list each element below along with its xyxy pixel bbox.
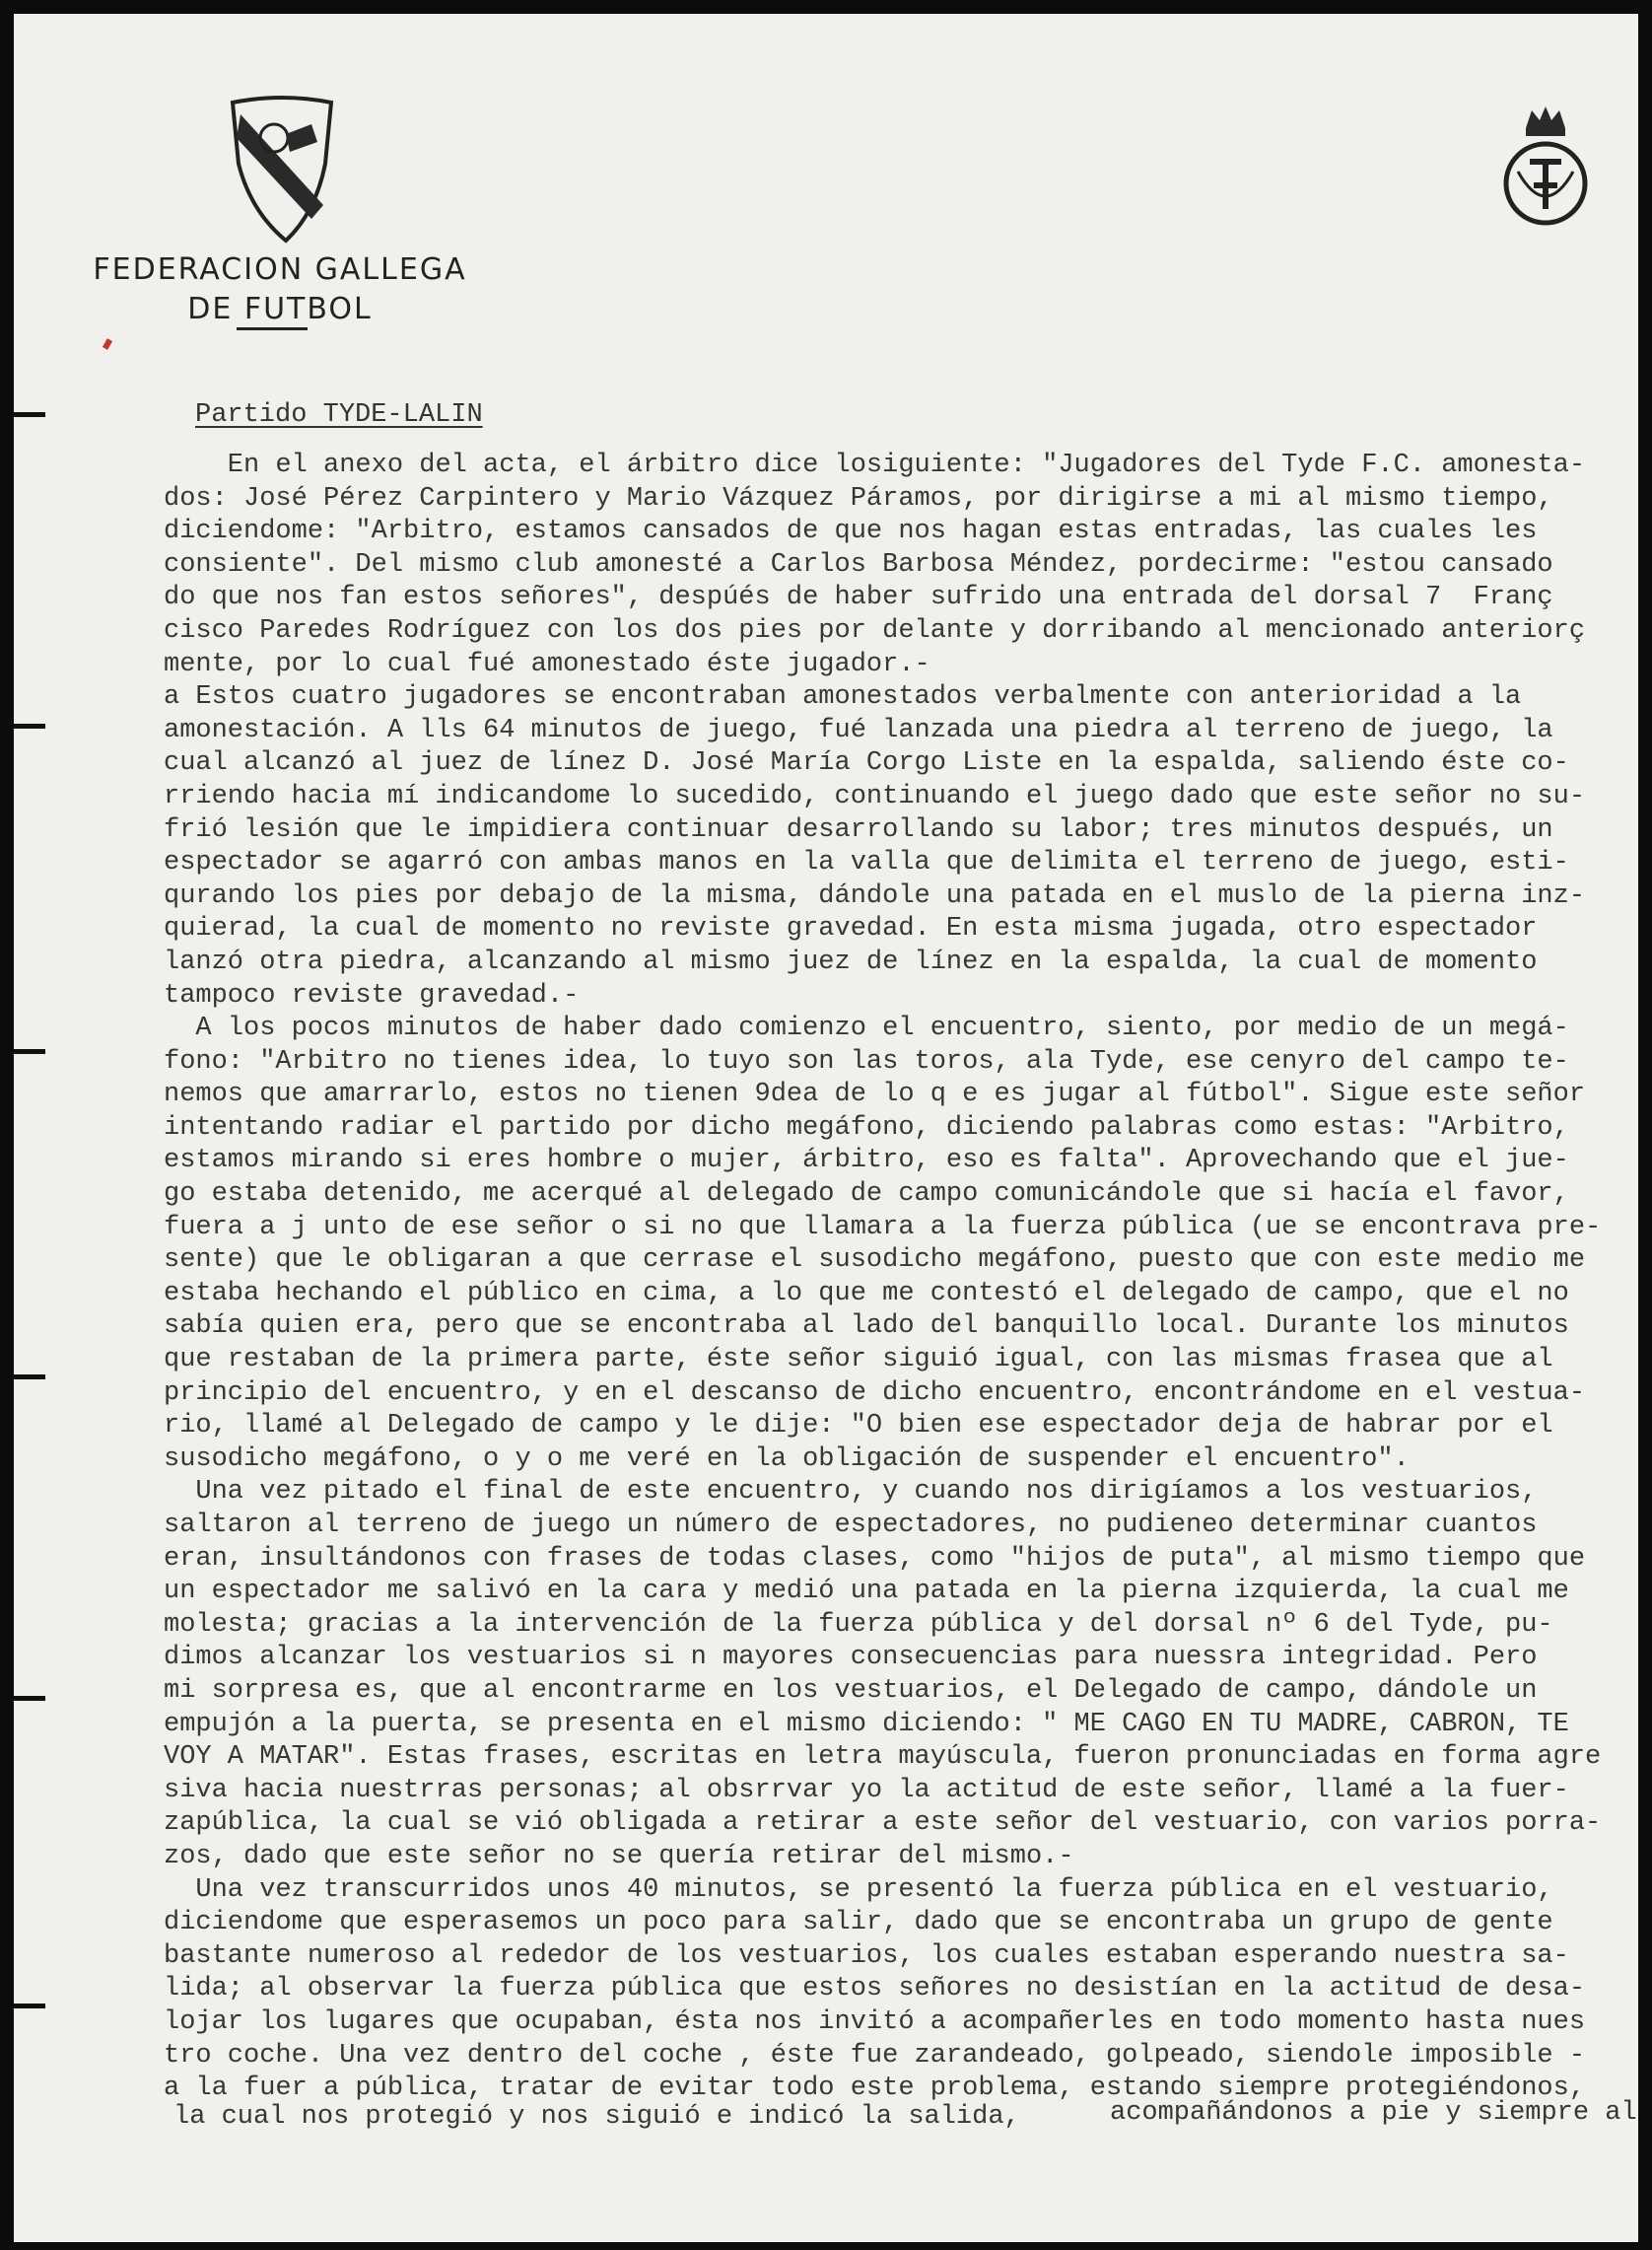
report-line: estaba hechando el público en cima, a lo que me contestó el delegado de campo, que el no [164,1278,1569,1308]
report-line: amonestación. A lls 64 minutos de juego, fué lanzada una piedra al terreno de juego, la [164,715,1553,745]
document-page [14,14,1638,2242]
report-line: Una vez pitado el final de este encuentro, y cuando nos dirigíamos a los vestuarios, [164,1477,1538,1508]
report-line: empujón a la puerta, se presenta en el mismo diciendo: " ME CAGO EN TU MADRE, CABRON, TE [164,1709,1569,1739]
binder-mark [14,724,45,729]
report-line: bastante numeroso al rededor de los vestuarios, los cuales estaban esperando nuestra sa- [164,1940,1569,1971]
report-line: zapública, la cual se vió obligada a retirar a este señor del vestuario, con varios porra- [164,1808,1602,1839]
report-line: cisco Paredes Rodríguez con los dos pies por delante y dorribando al mencionado anteriorç [164,615,1586,646]
report-line: lojar los lugares que ocupaban, ésta nos invitó a acompañerles en todo momento hasta nues [164,2006,1586,2037]
report-line: diciendome: "Arbitro, estamos cansados de que nos hagan estas entradas, las cuales les [164,517,1538,547]
report-line: frió lesión que le impidiera continuar desarrollando su labor; tres minutos después, un [164,814,1553,845]
closing-left-text: la cual nos protegió y nos siguió e indicó la salida, [173,2102,1020,2132]
federation-name-line2: DE FUTBOL [187,292,373,326]
report-line: rriendo hacia mí indicandome lo sucedido, continuando el juego dado que este señor no su- [164,781,1586,811]
report-line: mente, por lo cual fué amonestado éste jugador.- [164,649,930,679]
report-body [164,450,1638,2106]
match-title: Partido TYDE-LALIN [195,400,483,430]
binder-mark [14,1374,45,1379]
report-line: nemos que amarrarlo, estos no tienen 9dea de lo q e es jugar al fútbol". Sigue este señor [164,1080,1586,1110]
report-line: lida; al observar la fuerza pública que estos señores no desistían en la actitud de desa- [164,1974,1586,2004]
federation-name-line1: FEDERACION GALLEGA [93,252,467,287]
report-line: cual alcanzó al juez de línez D. José María Corgo Liste en la espalda, saliendo éste co- [164,748,1569,779]
report-line: consiente". Del mismo club amonesté a Carlos Barbosa Méndez, pordecirme: "estou cansado [164,549,1553,580]
federacion-gallega-shield-icon [227,95,337,245]
closing-right-text: acompañándonos a pie y siempre al [1110,2098,1637,2128]
report-line: tro coche. Una vez dentro del coche , éste fue zarandeado, golpeado, siendole imposible - [164,2040,1586,2071]
report-line: A los pocos minutos de haber dado comienzo el encuentro, siento, por medio de un megá- [164,1014,1569,1044]
report-line: que restaban de la primera parte, éste señor siguió igual, con las mismas frasea que al [164,1345,1553,1375]
report-line: a Estos cuatro jugadores se encontraban amonestados verbalmente con anterioridad a la [164,682,1522,713]
report-line: do que nos fan estos señores", despúés de haber sufrido una entrada del dorsal 7 Franç [164,583,1553,613]
report-line: estamos mirando si eres hombre o mujer, árbitro, eso es falta". Aprovechando que el jue- [164,1146,1569,1176]
report-line: lanzó otra piedra, alcanzando al mismo juez de línez en la espalda, la cual de momento [164,947,1538,977]
report-line: susodicho megáfono, o y o me veré en la obligación de suspender el encuentro". [164,1443,1410,1474]
report-line: eran, insultándonos con frases de todas clases, como "hijos de puta", al mismo tiempo que [164,1543,1586,1574]
report-line: dos: José Pérez Carpintero y Mario Vázquez Páramos, por dirigirse a mi al mismo tiempo, [164,483,1553,514]
report-line: principio del encuentro, y en el descanso de dicho encuentro, encontrándome en el vestua- [164,1377,1586,1408]
report-line: go estaba detenido, me acerqué al delegado de campo comunicándole que si hacía el favor, [164,1179,1569,1210]
binder-mark [14,1696,45,1701]
report-line: saltaron al terreno de juego un número de espectadores, no pudieneo determinar cuantos [164,1511,1538,1540]
report-line: fono: "Arbitro no tienes idea, lo tuyo son las toros, ala Tyde, ese cenyro del campo te- [164,1046,1569,1077]
report-line: mi sorpresa es, que al encontrarme en los vestuarios, el Delegado de campo, dándole un [164,1675,1538,1706]
report-line: En el anexo del acta, el árbitro dice losiguiente: "Jugadores del Tyde F.C. amonesta- [164,451,1586,480]
binder-mark [14,1049,45,1054]
report-line: fuera a j unto de ese señor o si no que llamara a la fuerza pública (ue se encontrava pre- [164,1212,1602,1242]
report-line: tampoco reviste gravedad.- [164,980,580,1011]
closing-line [173,2098,1637,2142]
header-divider [237,327,308,330]
report-line: intentando radiar el partido por dicho megáfono, diciendo palabras como estas: "Arbitro, [164,1112,1569,1143]
report-line: a la fuer a pública, tratar de evitar todo este problema, estando siempre protegiéndonos, [164,2074,1586,2104]
report-line: zos, dado que este señor no se quería retirar del mismo.- [164,1841,1074,1871]
report-line: quierad, la cual de momento no reviste gravedad. En esta misma jugada, otro espectador [164,914,1538,945]
report-line: dimos alcanzar los vestuarios si n mayores consecuencias para nuessra integridad. Pero [164,1643,1538,1673]
report-line: espectador se agarró con ambas manos en la valla que delimita el terreno de juego, esti- [164,848,1569,879]
report-line: un espectador me salivó en la cara y medió una patada en la pierna izquierda, la cual me [164,1577,1569,1607]
federation-name [73,250,487,329]
report-line: molesta; gracias a la intervención de la fuerza pública y del dorsal nº 6 del Tyde, pu- [164,1609,1553,1640]
report-line: diciendome que esperasemos un poco para salir, dado que se encontraba un grupo de gente [164,1908,1553,1938]
report-line: sabía quien era, pero que se encontraba al lado del banquillo local. Durante los minutos [164,1311,1569,1342]
report-line: VOY A MATAR". Estas frases, escritas en letra mayúscula, fueron pronunciadas en forma agre [164,1742,1602,1773]
report-line: sente) que le obligaran a que cerrase el susodicho megáfono, puesto que con este medio me [164,1245,1586,1276]
ink-mark [103,338,112,350]
binder-mark [14,2004,45,2008]
binder-mark [14,412,45,417]
report-line: rio, llamé al Delegado de campo y le dije: "O bien ese espectador deja de habrar por el [164,1411,1553,1441]
report-line: Una vez transcurridos unos 40 minutos, se presentó la fuerza pública en el vestuario, [164,1874,1553,1905]
report-line: siva hacia nuestrras personas; al obsrrvar yo la actitud de este señor, llamé a la fuer- [164,1775,1569,1805]
real-federacion-crest-icon [1496,103,1595,227]
report-line: qurando los pies por debajo de la misma, dándole una patada en el muslo de la pierna inz- [164,880,1586,911]
